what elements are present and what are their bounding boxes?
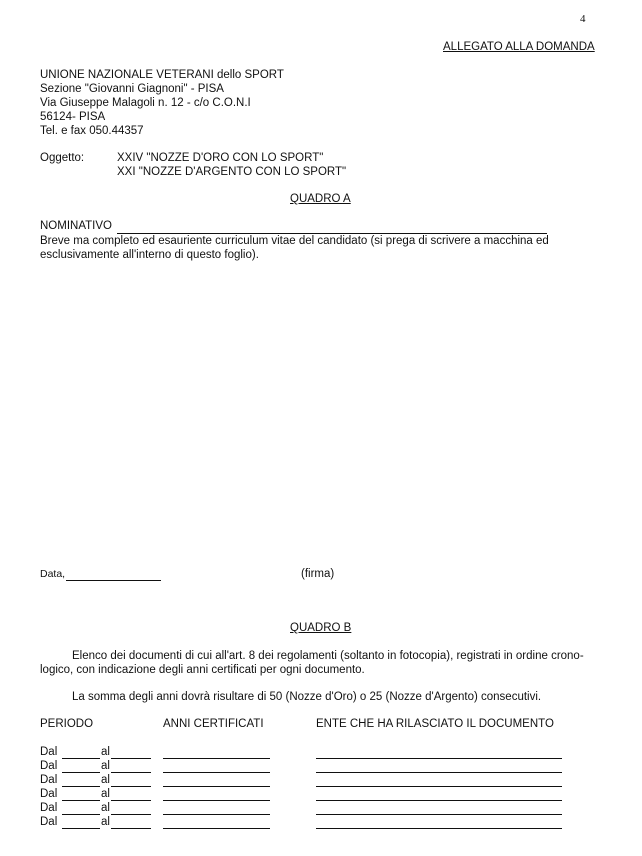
oggetto-line: XXI "NOZZE D'ARGENTO CON LO SPORT" xyxy=(117,166,347,178)
al-label: al xyxy=(101,816,110,828)
al-field[interactable] xyxy=(111,758,151,759)
dal-field[interactable] xyxy=(62,772,100,773)
data-field[interactable] xyxy=(66,580,161,581)
ente-field[interactable] xyxy=(316,814,562,815)
sender-line: Tel. e fax 050.44357 xyxy=(40,125,144,137)
al-label: al xyxy=(101,788,110,800)
dal-label: Dal xyxy=(40,760,58,772)
dal-label: Dal xyxy=(40,802,58,814)
dal-label: Dal xyxy=(40,774,58,786)
dal-field[interactable] xyxy=(62,800,100,801)
anni-certificati-field[interactable] xyxy=(163,828,270,829)
curriculum-area[interactable] xyxy=(40,268,602,558)
firma-label: (firma) xyxy=(301,568,335,580)
allegato-heading: ALLEGATO ALLA DOMANDA xyxy=(443,41,595,53)
header-ente: ENTE CHE HA RILASCIATO IL DOCUMENTO xyxy=(316,718,554,730)
al-field[interactable] xyxy=(111,828,151,829)
anni-certificati-field[interactable] xyxy=(163,786,270,787)
quadro-b-note: La somma degli anni dovrà risultare di 50 (Nozze d'Oro) o 25 (Nozze d'Argento) consecutivi. xyxy=(72,691,542,703)
anni-certificati-field[interactable] xyxy=(163,758,270,759)
anni-certificati-field[interactable] xyxy=(163,800,270,801)
nominativo-field[interactable] xyxy=(117,233,547,234)
ente-field[interactable] xyxy=(316,758,562,759)
anni-certificati-field[interactable] xyxy=(163,772,270,773)
dal-field[interactable] xyxy=(62,758,100,759)
dal-label: Dal xyxy=(40,816,58,828)
quadro-b-title: QUADRO B xyxy=(290,622,352,634)
oggetto-line: XXIV "NOZZE D'ORO CON LO SPORT" xyxy=(117,152,324,164)
al-label: al xyxy=(101,802,110,814)
dal-field[interactable] xyxy=(62,828,100,829)
data-label: Data, xyxy=(40,568,66,580)
dal-field[interactable] xyxy=(62,786,100,787)
dal-label: Dal xyxy=(40,788,58,800)
al-field[interactable] xyxy=(111,814,151,815)
quadro-a-title: QUADRO A xyxy=(290,193,351,205)
sender-line: UNIONE NAZIONALE VETERANI dello SPORT xyxy=(40,69,284,81)
instructions-line: Breve ma completo ed esauriente curriculum vitae del candidato (si prega di scrivere a macchina ed xyxy=(40,235,549,247)
quadro-b-paragraph: logico, con indicazione degli anni certificati per ogni documento. xyxy=(40,664,365,676)
ente-field[interactable] xyxy=(316,772,562,773)
quadro-b-paragraph: Elenco dei documenti di cui all'art. 8 dei regolamenti (soltanto in fotocopia), registrati in ordine crono- xyxy=(72,650,584,662)
ente-field[interactable] xyxy=(316,786,562,787)
sender-line: Sezione "Giovanni Giagnoni" - PISA xyxy=(40,83,224,95)
al-label: al xyxy=(101,760,110,772)
dal-label: Dal xyxy=(40,746,58,758)
al-label: al xyxy=(101,746,110,758)
header-anni-certificati: ANNI CERTIFICATI xyxy=(163,718,264,730)
nominativo-label: NOMINATIVO xyxy=(40,220,112,232)
instructions-line: esclusivamente all'interno di questo foglio). xyxy=(40,249,259,261)
anni-certificati-field[interactable] xyxy=(163,814,270,815)
header-periodo: PERIODO xyxy=(40,718,94,730)
oggetto-label: Oggetto: xyxy=(40,152,85,164)
sender-line: 56124- PISA xyxy=(40,111,106,123)
page-number: 4 xyxy=(580,13,586,25)
al-label: al xyxy=(101,774,110,786)
al-field[interactable] xyxy=(111,772,151,773)
ente-field[interactable] xyxy=(316,828,562,829)
ente-field[interactable] xyxy=(316,800,562,801)
al-field[interactable] xyxy=(111,786,151,787)
al-field[interactable] xyxy=(111,800,151,801)
sender-line: Via Giuseppe Malagoli n. 12 - c/o C.O.N.I xyxy=(40,97,251,109)
dal-field[interactable] xyxy=(62,814,100,815)
